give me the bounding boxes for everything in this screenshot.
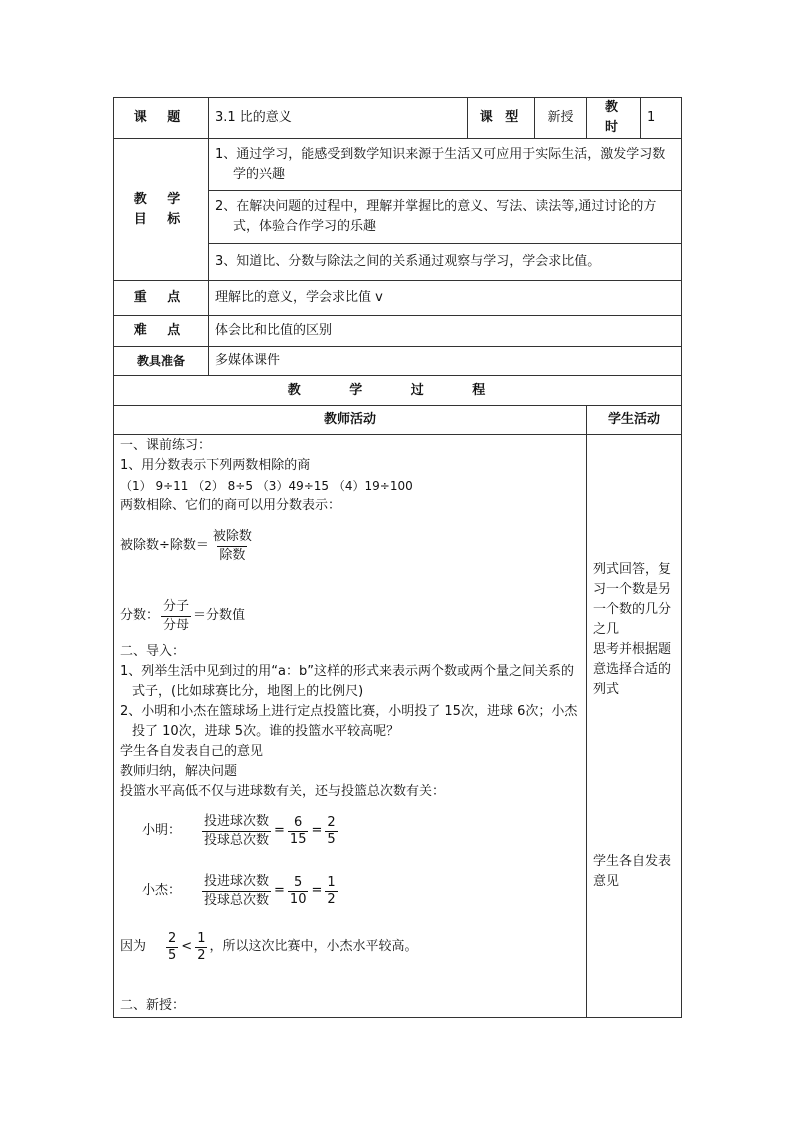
exercise-items: （1） 9÷11 （2） 8÷5 （3）49÷15 （4）19÷100 — [120, 479, 413, 493]
division-formula — [120, 524, 580, 568]
type-value: 新授 — [535, 98, 587, 139]
objective-text-1: 1、通过学习，能感受到数学知识来源于生活又可应用于实际生活，激发学习数学的兴趣 — [215, 146, 666, 182]
students-share: 学生各自发表自己的意见 — [120, 744, 264, 759]
fraction-formula-right: ＝分数值 — [193, 608, 246, 623]
lesson-plan-table — [113, 97, 682, 1018]
division-note: 两数相除、它们的商可以用分数表示： — [120, 498, 342, 513]
topic-value: 3.1 比的意义 — [209, 98, 468, 139]
xiaojie-a-den: 10 — [289, 891, 307, 907]
objective-item-2 — [209, 191, 682, 244]
xiaoming-fraction-b — [325, 815, 337, 848]
less-than-sign: < — [181, 939, 193, 954]
xiaojie-word-fraction — [202, 873, 271, 910]
xiaojie-fraction-b — [325, 875, 337, 908]
intro-item-1: 1、列举生活中见到过的用“a：b”这样的形式来表示两个数或两个量之间关系的式子，(比如球赛比分，地图上的比例尺) — [120, 664, 574, 699]
column-header-row — [114, 406, 682, 435]
student-activity — [587, 435, 682, 1018]
xiaoming-a-den: 15 — [289, 831, 307, 847]
conclusion-prefix: 因为 — [120, 939, 147, 954]
fraction-den: 分母 — [163, 617, 190, 633]
conclusion-fraction-b — [195, 931, 207, 964]
new-lesson-heading: 二、新授： — [120, 998, 186, 1013]
teacher-summary: 教师归纳，解决问题 — [120, 764, 238, 779]
objective-text-3: 3、知道比、分数与除法之间的关系通过观察与学习，学会求比值。 — [215, 254, 601, 269]
process-title: 教 学 过 程 — [114, 376, 682, 406]
type-label: 课 型 — [468, 98, 535, 139]
activity-row — [114, 435, 682, 1018]
xiaoming-a-num: 6 — [294, 814, 303, 830]
difficulty-value: 体会比和比值的区别 — [209, 316, 682, 347]
topic-label: 课 题 — [114, 98, 209, 139]
conclusion-fraction-a — [166, 931, 178, 964]
conclusion-a-num: 2 — [168, 930, 177, 946]
tools-row — [114, 347, 682, 376]
objectives-label-line2: 目 标 — [133, 211, 189, 227]
student-activity-3: 学生各自发表意见 — [593, 854, 672, 889]
xiaojie-word-den: 投球总次数 — [204, 892, 270, 908]
header-row — [114, 98, 682, 139]
teacher-column-header: 教师活动 — [114, 406, 587, 435]
xiaoming-b-num: 2 — [327, 814, 336, 830]
objectives-label-line1: 教 学 — [133, 191, 189, 207]
xiaojie-word-num: 投进球次数 — [204, 873, 270, 889]
equals-sign: = — [311, 823, 323, 838]
tools-value: 多媒体课件 — [209, 347, 682, 376]
xiaojie-ratio — [120, 868, 580, 914]
difficulty-label: 难 点 — [114, 316, 209, 347]
equals-sign: = — [274, 823, 285, 838]
conclusion-b-num: 1 — [197, 930, 206, 946]
division-fraction-den: 除数 — [219, 547, 246, 563]
division-formula-left: 被除数÷除数＝ — [120, 538, 209, 553]
fraction-num: 分子 — [163, 598, 190, 614]
conclusion-a-den: 5 — [168, 947, 177, 963]
objectives-label — [114, 139, 209, 281]
hours-label: 教 时 — [587, 98, 641, 139]
exercise-1: 1、用分数表示下列两数相除的商 — [120, 458, 311, 473]
fraction-formula — [120, 594, 580, 638]
objective-row-1 — [114, 139, 682, 191]
shooting-note: 投篮水平高低不仅与进球数有关，还与投篮总次数有关： — [120, 784, 446, 799]
xiaoming-fraction-a — [288, 815, 309, 848]
objective-text-2: 2、在解决问题的过程中，理解并掌握比的意义、写法、读法等,通过讨论的方式，体验合作学习的乐趣 — [215, 199, 657, 234]
xiaojie-b-num: 1 — [327, 874, 336, 890]
objective-item-1 — [209, 139, 682, 191]
xiaoming-word-fraction — [202, 813, 271, 850]
hours-value: 1 — [641, 98, 682, 139]
key-point-value: 理解比的意义，学会求比值 v — [209, 281, 682, 316]
key-point-row — [114, 281, 682, 316]
intro-item-2: 2、小明和小杰在篮球场上进行定点投篮比赛，小明投了 15次，进球 6次；小杰投了 10次，进球 5次。谁的投篮水平较高呢？ — [120, 704, 578, 739]
key-point-label: 重 点 — [114, 281, 209, 316]
conclusion-b-den: 2 — [197, 947, 206, 963]
division-fraction — [211, 528, 254, 565]
xiaoming-label: 小明： — [142, 823, 182, 838]
xiaoming-ratio — [120, 808, 580, 854]
pre-class-heading: 一、课前练习： — [120, 438, 212, 453]
equals-sign: = — [311, 883, 323, 898]
xiaoming-b-den: 5 — [327, 831, 336, 847]
xiaojie-label: 小杰： — [142, 883, 182, 898]
process-title-row — [114, 376, 682, 406]
conclusion-text: ，所以这次比赛中，小杰水平较高。 — [209, 939, 418, 954]
xiaoming-word-num: 投进球次数 — [204, 813, 270, 829]
student-activity-2: 思考并根据题意选择合适的列式 — [593, 642, 672, 697]
xiaoming-word-den: 投球总次数 — [204, 832, 270, 848]
equals-sign: = — [274, 883, 285, 898]
teacher-activity — [114, 435, 587, 1018]
tools-label: 教具准备 — [114, 347, 209, 376]
fraction-fraction — [161, 598, 191, 635]
intro-heading: 二、导入： — [120, 644, 186, 659]
xiaojie-b-den: 2 — [327, 891, 336, 907]
student-activity-1: 列式回答，复习一个数是另一个数的几分之几 — [593, 562, 672, 637]
xiaojie-fraction-a — [288, 875, 309, 908]
division-fraction-num: 被除数 — [212, 528, 252, 544]
difficulty-row — [114, 316, 682, 347]
xiaojie-a-num: 5 — [294, 874, 303, 890]
conclusion — [120, 924, 580, 970]
objective-item-3 — [209, 244, 682, 281]
fraction-formula-left: 分数： — [120, 608, 160, 623]
student-column-header: 学生活动 — [587, 406, 682, 435]
